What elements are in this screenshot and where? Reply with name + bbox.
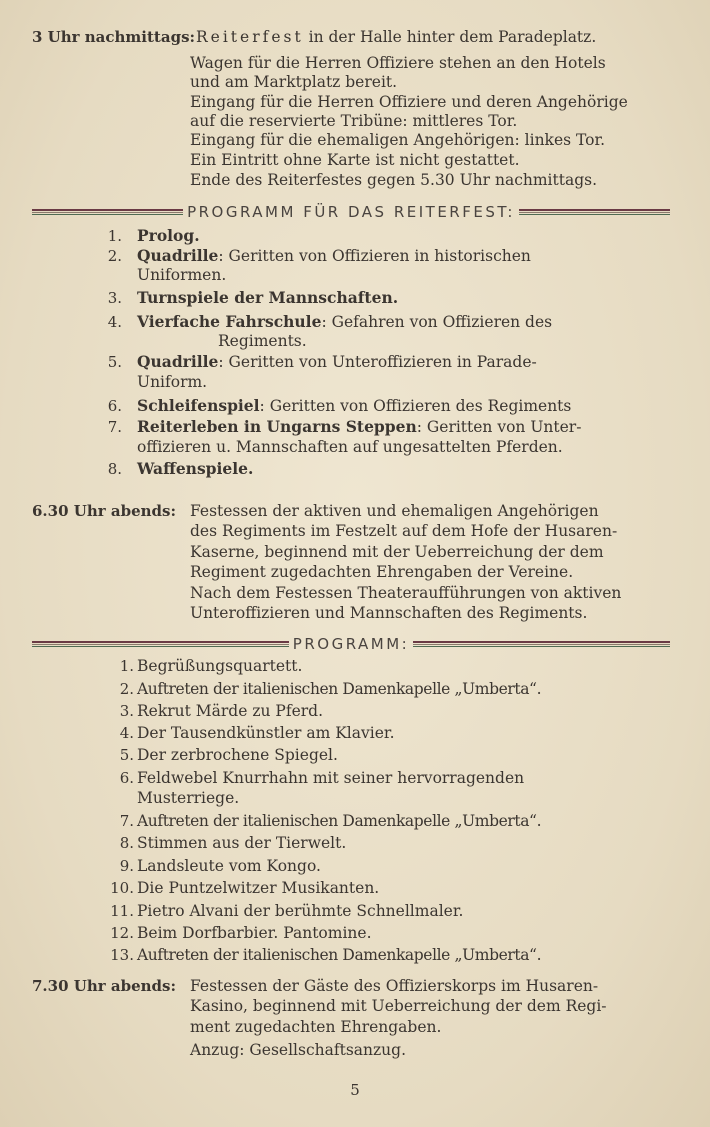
program1-title: PROGRAMM FÜR DAS REITERFEST: (187, 203, 515, 221)
program2-title: PROGRAMM: (292, 635, 410, 653)
block3-line: ment zugedachten Ehrengaben. (190, 1018, 442, 1036)
program2-item-number: 10. (110, 879, 134, 897)
program2-item: Auftreten der italienischen Damenkapelle „Umberta“. (137, 812, 542, 830)
program2-item-cont: Musterriege. (137, 789, 240, 807)
program2-item: Der zerbrochene Spiegel. (137, 746, 338, 764)
block3-line: Kasino, beginnend mit Ueberreichung der dem Regi- (190, 997, 607, 1015)
item-text: : Geritten von Unter- (416, 418, 582, 436)
rule-left (32, 209, 183, 215)
page-number: 5 (350, 1081, 360, 1099)
program2-item: Beim Dorfbarbier. Pantomine. (137, 924, 372, 942)
program2-item-number: 2. (119, 680, 134, 698)
program1-item-number: 6. (107, 397, 122, 415)
item-text: : Geritten von Offizieren des Regiments (259, 397, 572, 415)
program2-item: Auftreten der italienischen Damenkapelle „Umberta“. (137, 946, 542, 964)
block2-line: Kaserne, beginnend mit der Ueberreichung der dem (190, 543, 604, 561)
item-title: Prolog. (137, 226, 200, 245)
program1-item-cont: offizieren u. Mannschaften auf ungesattelten Pferden. (137, 438, 563, 456)
item-title: Quadrille (137, 352, 219, 371)
program1-item (137, 352, 537, 372)
block2-line: Nach dem Festessen Theateraufführungen von aktiven (190, 584, 622, 602)
item-title: Schleifenspiel (137, 396, 260, 415)
program1-item-number: 2. (107, 247, 122, 265)
program2-item-number: 13. (110, 946, 134, 964)
program1-item (137, 246, 531, 266)
block1-line: auf die reservierte Tribüne: mittleres Tor. (190, 112, 518, 130)
program1-item-number: 1. (107, 227, 122, 245)
program1-item (137, 226, 200, 246)
block1-line: Eingang für die ehemaligen Angehörigen: linkes Tor. (190, 131, 606, 149)
item-text: : Geritten von Unteroffizieren in Parade- (218, 353, 537, 371)
block1-line: und am Marktplatz bereit. (190, 73, 398, 91)
item-title: Quadrille (137, 246, 219, 265)
program1-item-number: 7. (107, 418, 122, 436)
program2-item-number: 8. (119, 834, 134, 852)
item-text: : Geritten von Offizieren in historischen (218, 247, 531, 265)
program1-item (137, 288, 398, 308)
program1-item (137, 396, 571, 416)
rule-right (413, 641, 670, 647)
program1-item-number: 8. (107, 460, 122, 478)
program1-item-number: 4. (107, 313, 122, 331)
block1-line: Ende des Reiterfestes gegen 5.30 Uhr nachmittags. (190, 171, 598, 189)
block2-line: Festessen der aktiven und ehemaligen Angehörigen (190, 502, 599, 520)
block3-line: Festessen der Gäste des Offizierskorps im Husaren- (190, 977, 599, 995)
block2-line: Regiment zugedachten Ehrengaben der Vereine. (190, 563, 574, 581)
program2-item-number: 4. (119, 724, 134, 742)
reiterfest-location: in der Halle hinter dem Paradeplatz. (303, 28, 597, 46)
time-label-3pm: 3 Uhr nachmittags: (32, 28, 196, 46)
block1-line: Ein Eintritt ohne Karte ist nicht gestattet. (190, 151, 520, 169)
program2-item: Stimmen aus der Tierwelt. (137, 834, 347, 852)
rule-left (32, 641, 289, 647)
program2-item: Die Puntzelwitzer Musikanten. (137, 879, 380, 897)
program2-item: Der Tausendkünstler am Klavier. (137, 724, 395, 742)
program1-item-number: 3. (107, 289, 122, 307)
program1-item-number: 5. (107, 353, 122, 371)
program1-item-cont: Uniform. (137, 373, 208, 391)
program2-item: Auftreten der italienischen Damenkapelle „Umberta“. (137, 680, 542, 698)
block1-line: Wagen für die Herren Offiziere stehen an den Hotels (190, 54, 606, 72)
program1-item-cont: Uniformen. (137, 266, 227, 284)
program1-item (137, 417, 581, 437)
time-label-730pm: 7.30 Uhr abends: (32, 977, 176, 995)
attire-note: Anzug: Gesellschaftsanzug. (190, 1041, 406, 1059)
item-title: Turnspiele der Mannschaften. (137, 288, 399, 307)
program1-item-cont: Regiments. (218, 332, 307, 350)
block2-line: Unteroffizieren und Mannschaften des Regiments. (190, 604, 588, 622)
program2-item-number: 3. (119, 702, 134, 720)
block2-line: des Regiments im Festzelt auf dem Hofe der Husaren- (190, 522, 618, 540)
program2-item-number: 9. (119, 857, 134, 875)
program1-item (137, 312, 552, 332)
program2-item: Rekrut Märde zu Pferd. (137, 702, 323, 720)
time-label-630pm: 6.30 Uhr abends: (32, 502, 176, 520)
program2-item: Landsleute vom Kongo. (137, 857, 321, 875)
program2-item-number: 1. (119, 657, 134, 675)
program2-item-number: 12. (110, 924, 134, 942)
program2-item-number: 7. (119, 812, 134, 830)
program2-item: Feldwebel Knurrhahn mit seiner hervorragenden (137, 769, 525, 787)
item-title: Vierfache Fahrschule (137, 312, 322, 331)
item-title: Waffenspiele. (137, 459, 254, 478)
program1-item (137, 459, 253, 479)
rule-right (519, 209, 670, 215)
program2-item-number: 5. (119, 746, 134, 764)
block1-line: Eingang für die Herren Offiziere und deren Angehörige (190, 93, 628, 111)
program2-item-number: 11. (110, 902, 134, 920)
program2-item: Begrüßungsquartett. (137, 657, 303, 675)
reiterfest-heading (196, 27, 596, 47)
program2-item: Pietro Alvani der berühmte Schnellmaler. (137, 902, 464, 920)
program2-header (32, 632, 670, 656)
item-text: : Gefahren von Offizieren des (321, 313, 553, 331)
reiterfest-title: Reiterfest (196, 28, 304, 46)
program2-item-number: 6. (119, 769, 134, 787)
program1-header (32, 200, 670, 224)
item-title: Reiterleben in Ungarns Steppen (137, 417, 417, 436)
